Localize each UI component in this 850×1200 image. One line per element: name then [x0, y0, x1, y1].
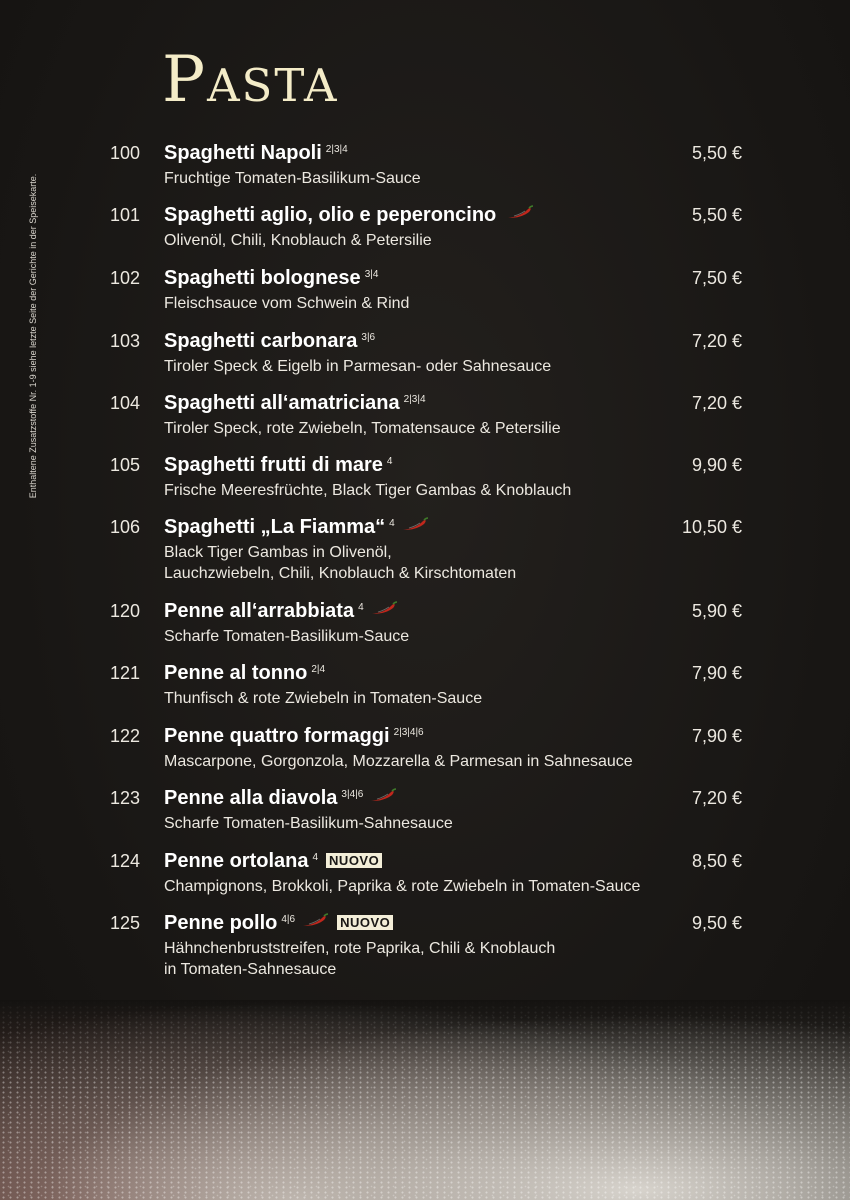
- chili-pepper-icon: [301, 912, 329, 934]
- item-allergens: 4: [389, 518, 395, 529]
- item-price: 10,50 €: [681, 517, 742, 537]
- item-name: Spaghetti aglio, olio e peperoncino: [164, 204, 497, 226]
- item-description: Tiroler Speck & Eigelb in Parmesan- oder Sahnesauce: [164, 358, 552, 375]
- chili-pepper-icon: [401, 516, 429, 538]
- item-allergens: 2|3|4: [325, 144, 348, 155]
- item-allergens: 2|3|4|6: [393, 727, 424, 738]
- item-price: 8,50 €: [691, 851, 742, 871]
- item-number: 106: [110, 517, 141, 537]
- item-name: Penne alla diavola: [164, 787, 338, 809]
- item-description: Olivenöl, Chili, Knoblauch & Petersilie: [164, 232, 432, 249]
- item-number: 125: [110, 913, 141, 933]
- nuovo-badge: NUOVO: [337, 915, 393, 930]
- item-allergens: 4|6: [281, 914, 296, 925]
- item-number: 103: [110, 331, 141, 351]
- item-name: Penne all‘arrabbiata: [164, 600, 355, 622]
- item-price: 7,20 €: [691, 393, 742, 413]
- side-note-text: Enthaltene Zusatzstoffe Nr. 1-9 siehe letzte Seite der Gerichte in der Speisekarte.: [28, 173, 38, 499]
- item-price: 7,20 €: [691, 788, 742, 808]
- item-allergens: 3|4|6: [341, 789, 364, 800]
- item-description: Tiroler Speck, rote Zwiebeln, Tomatensauce & Petersilie: [164, 420, 561, 437]
- item-description: Frische Meeresfrüchte, Black Tiger Gambas & Knoblauch: [164, 482, 572, 499]
- item-allergens: 3|6: [361, 332, 376, 343]
- item-name: Penne quattro formaggi: [164, 725, 390, 747]
- item-number: 100: [110, 143, 141, 163]
- item-price: 7,50 €: [691, 268, 742, 288]
- item-number: 123: [110, 788, 141, 808]
- item-allergens: 3|4: [364, 269, 379, 280]
- item-allergens: 2|3|4: [403, 394, 426, 405]
- item-description: Fleischsauce vom Schwein & Rind: [164, 295, 410, 312]
- item-number: 105: [110, 455, 141, 475]
- item-price: 7,20 €: [691, 331, 742, 351]
- item-description: Scharfe Tomaten-Basilikum-Sahnesauce: [164, 815, 453, 832]
- item-name: Spaghetti Napoli: [164, 142, 322, 164]
- item-name: Spaghetti bolognese: [164, 267, 361, 289]
- nuovo-badge: NUOVO: [326, 853, 382, 868]
- item-price: 5,50 €: [691, 205, 742, 225]
- chili-pepper-icon: [506, 204, 534, 226]
- item-name: Spaghetti all‘amatriciana: [164, 392, 400, 414]
- item-price: 7,90 €: [691, 726, 742, 746]
- item-allergens: 2|4: [311, 664, 326, 675]
- item-allergens: 4: [312, 852, 319, 863]
- item-name: Penne pollo: [164, 912, 278, 934]
- item-number: 101: [110, 205, 141, 225]
- item-number: 124: [110, 851, 141, 871]
- item-number: 122: [110, 726, 141, 746]
- item-description: Black Tiger Gambas in Olivenöl, Lauchzwiebeln, Chili, Knoblauch & Kirschtomaten: [164, 544, 517, 582]
- item-price: 9,90 €: [691, 455, 742, 475]
- item-name: Spaghetti „La Fiamma“: [164, 516, 386, 538]
- item-number: 102: [110, 268, 141, 288]
- item-description: Thunfisch & rote Zwiebeln in Tomaten-Sauce: [164, 690, 483, 707]
- item-number: 121: [110, 663, 141, 683]
- page-title: Pasta: [162, 43, 339, 117]
- item-price: 5,90 €: [691, 601, 742, 621]
- item-allergens: 4: [358, 602, 364, 613]
- item-description: Fruchtige Tomaten-Basilikum-Sauce: [164, 170, 421, 187]
- item-price: 7,90 €: [691, 663, 742, 683]
- item-name: Penne ortolana: [164, 850, 309, 872]
- flour-background-image: [0, 1000, 850, 1200]
- item-name: Spaghetti carbonara: [164, 330, 358, 352]
- chili-pepper-icon: [369, 787, 397, 809]
- item-name: Spaghetti frutti di mare: [164, 454, 383, 476]
- item-allergens: 4: [386, 456, 393, 467]
- item-description: Hähnchenbruststreifen, rote Paprika, Chili & Knoblauch in Tomaten-Sahnesauce: [164, 940, 556, 978]
- item-description: Champignons, Brokkoli, Paprika & rote Zwiebeln in Tomaten-Sauce: [164, 878, 641, 895]
- item-price: 9,50 €: [691, 913, 742, 933]
- item-description: Mascarpone, Gorgonzola, Mozzarella & Parmesan in Sahnesauce: [164, 753, 633, 770]
- chili-pepper-icon: [370, 600, 398, 622]
- item-price: 5,50 €: [691, 143, 742, 163]
- item-number: 120: [110, 601, 141, 621]
- item-description: Scharfe Tomaten-Basilikum-Sauce: [164, 628, 410, 645]
- item-number: 104: [110, 393, 141, 413]
- item-name: Penne al tonno: [164, 662, 308, 684]
